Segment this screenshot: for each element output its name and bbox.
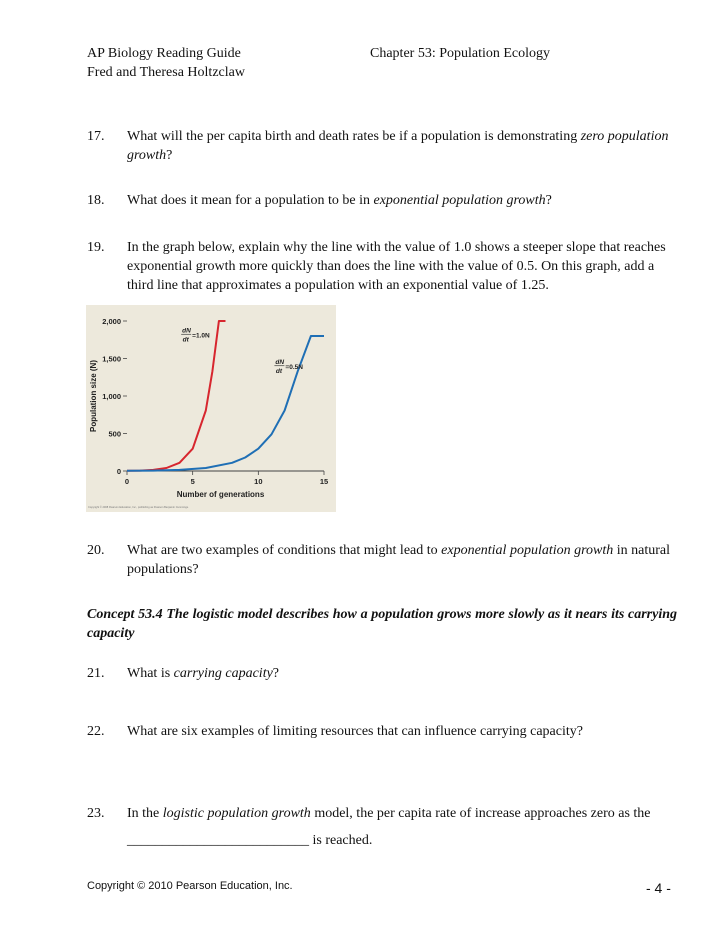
series-label-rate: =1.0N bbox=[192, 332, 210, 340]
footer-page-number: - 4 - bbox=[646, 880, 671, 896]
question-20 bbox=[87, 541, 677, 579]
header-chapter: Chapter 53: Population Ecology bbox=[370, 46, 551, 61]
y-tick-label: 1,000 bbox=[102, 392, 121, 401]
y-axis-label: Population size (N) bbox=[89, 360, 98, 432]
question-23 bbox=[87, 804, 677, 823]
x-tick-label: 0 bbox=[124, 477, 130, 486]
question-19 bbox=[87, 238, 677, 295]
population-growth-chart bbox=[86, 305, 336, 512]
question-text: What does it mean for a population to be in exponential population growth? bbox=[127, 193, 552, 208]
plot-area bbox=[127, 321, 324, 471]
question-number: 19. bbox=[87, 240, 105, 255]
concept-heading: Concept 53.4 The logistic model describes how a population grows more slowly as it nears its carrying capacity bbox=[87, 607, 677, 641]
x-tick-label: 5 bbox=[190, 477, 195, 486]
y-tick-label: 2,000 bbox=[102, 317, 121, 326]
series-label-dt: dt bbox=[182, 336, 189, 344]
question-text: What are two examples of conditions that might lead to exponential population growth in natural populations? bbox=[127, 543, 671, 577]
footer-copyright: Copyright © 2010 Pearson Education, Inc. bbox=[87, 880, 293, 892]
series-label-dn: dN bbox=[275, 358, 285, 366]
header-course-title: AP Biology Reading Guide bbox=[87, 46, 241, 61]
question-number: 21. bbox=[87, 666, 105, 681]
question-text: What are six examples of limiting resources that can influence carrying capacity? bbox=[127, 724, 583, 739]
x-axis-label: Number of generations bbox=[176, 490, 265, 499]
y-tick-label: 500 bbox=[108, 429, 121, 439]
figure-credit: Copyright © 2008 Pearson Education, Inc., publishing as Pearson Benjamin Cummings. bbox=[88, 506, 189, 509]
y-tick-label: 0 bbox=[116, 467, 121, 476]
question-number: 20. bbox=[87, 543, 105, 558]
question-number: 17. bbox=[87, 129, 105, 144]
question-text: In the graph below, explain why the line with the value of 1.0 shows a steeper slope that reaches exponential growth more quickly than does the line with the value of 0.5. On this graph, add a third line that approximates a population with an exponential value of 1.25. bbox=[127, 240, 666, 293]
question-17 bbox=[87, 127, 677, 165]
header-authors: Fred and Theresa Holtzclaw bbox=[87, 65, 245, 80]
question-number: 18. bbox=[87, 193, 105, 208]
x-tick-label: 10 bbox=[254, 477, 263, 486]
answer-blank-line: __________________________ is reached. bbox=[127, 833, 373, 848]
chart-svg bbox=[86, 305, 336, 512]
question-text: In the logistic population growth model, the per capita rate of increase approaches zero as the bbox=[127, 806, 651, 821]
x-tick-label: 15 bbox=[319, 477, 329, 486]
series-label-dn: dN bbox=[182, 327, 191, 335]
question-number: 22. bbox=[87, 724, 105, 739]
question-text: What will the per capita birth and death rates be if a population is demonstrating zero population growth? bbox=[127, 129, 669, 163]
question-23-blank bbox=[87, 831, 677, 850]
series-label-dt: dt bbox=[275, 367, 283, 375]
question-22 bbox=[87, 722, 677, 741]
question-number: 23. bbox=[87, 806, 105, 821]
question-18 bbox=[87, 191, 677, 210]
question-21 bbox=[87, 664, 677, 683]
question-text: What is carrying capacity? bbox=[127, 666, 280, 681]
series-label-rate: =0.5N bbox=[285, 363, 303, 371]
y-tick-label: 1,500 bbox=[102, 354, 121, 364]
